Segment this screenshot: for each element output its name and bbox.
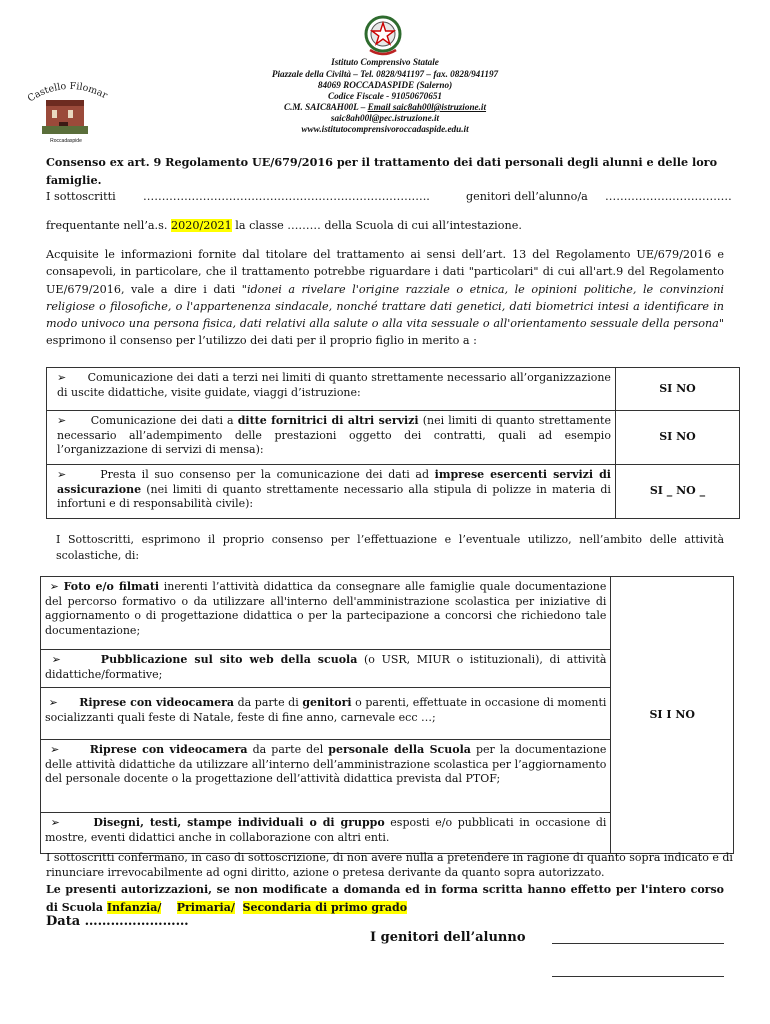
signature-line-1[interactable] [552,943,724,944]
si-no-choice[interactable]: SI I NO [611,577,734,854]
student-name-field[interactable]: ……………………………. [605,190,732,203]
student-label: genitori dell’alunno/a [466,190,588,203]
table-row [47,411,740,465]
website: www.istitutocomprensivoroccadaspide.edu.it [301,124,469,134]
confirmation-paragraph: I sottoscritti confermano, in caso di sottoscrizione, di non avere nulla a pretendere in ragione di quanto sopra indicato e di rinunciare irrevocabilmente ad ogni diritto, azione o pretesa derivante da quanto sopra autorizzato. [46,851,733,879]
parents-name-field[interactable]: ………………………………………………………………….. [143,190,430,203]
school-year-line: frequentante nell’a.s. 2020/2021 la classe ……… della Scuola di cui all’intestazione. [46,219,522,232]
institute-name: Istituto Comprensivo Statale [331,57,439,67]
date-field[interactable]: Data …………………… [46,914,189,929]
castle-logo [24,76,108,146]
consent-intro-2: I Sottoscritti, esprimono il proprio consenso per l’effettuazione e l’eventuale utilizzo, nell’ambito delle attività scolastiche, di: [56,533,724,562]
cm-line: C.M. SAIC8AH00L – Email saic8ah00l@istruzione.it [283,102,487,112]
address: Piazzale della Civiltà – Tel. 0828/941197 – fax. 0828/941197 [271,69,499,79]
row-text: ➢ Disegni, testi, stampe individuali o di gruppo esposti e/o pubblicati in occasione di mostre, eventi didattici anche in collaborazione con altri enti. [41,813,611,854]
row-text: ➢ Comunicazione dei dati a terzi nei limiti di quanto strettamente necessario all’organizzazione di uscite didattiche, visite guidate, viaggi d’istruzione: [47,368,616,411]
row-text: ➢ Riprese con videocamera da parte del personale della Scuola per la documentazione delle attività didattiche da utilizzare all’interno dell’amministrazione scolastica per l’aggiornamento del personale docente o la progettazione dell’attività didattica prevista dal PTOF; [41,740,611,813]
school-primaria[interactable]: Primaria/ [176,900,235,914]
signature-line-2[interactable] [552,976,724,977]
signature-label: I genitori dell’alunno [370,930,526,945]
table-row [47,465,740,519]
row-text: ➢ Pubblicazione sul sito web della scuola (o USR, MIUR o istituzionali), di attività didattiche/formative; [41,650,611,688]
email-link[interactable]: Email saic8ah00l@istruzione.it [367,102,487,112]
si-no-choice[interactable]: SI _ NO _ [615,465,739,519]
row-text: ➢ Foto e/o filmati inerenti l’attività didattica da consegnare alle famiglie quale documentazione del percorso formativo o da utilizzare all'interno dell'amministrazione scolastica per iniziative di aggiornamento o di progettazione didattica o per la partecipazione a concorsi che richiedono tale documentazione; [41,577,611,650]
logo-caption: Roccadaspide [50,138,82,144]
consent-table-1 [46,367,740,519]
row-text: ➢ Riprese con videocamera da parte di genitori o parenti, effettuate in occasione di momenti socializzanti quali feste di Natale, feste di fine anno, carnevale ecc …; [41,688,611,740]
city: 84069 ROCCADASPIDE (Salerno) [317,80,453,90]
consent-table-2 [40,576,734,854]
parents-label: I sottoscritti [46,190,116,203]
consent-paragraph: Acquisite le informazioni fornite dal titolare del trattamento ai sensi dell’art. 13 del Regolamento UE/679/2016 e consapevoli, in particolare, che il trattamento potrebbe riguardare i dati "particolari" di cui all'art.9 del Regolamento UE/679/2016, vale a dire i dati "idonei a rivelare l'origine razziale o etnica, le opinioni politiche, le convinzioni religiose o filosofiche, o l'appartenenza sindacale, nonché trattare dati genetici, dati biometrici intesi a identificare in modo univoco una persona fisica, dati relativi alla salute o alla vita sessuale o all'orientamento sessuale della persona" esprimono il consenso per l’utilizzo dei dati per il proprio figlio in merito a : [46,248,724,348]
table-row [47,368,740,411]
validity-paragraph: Le presenti autorizzazioni, se non modificate a domanda ed in forma scritta hanno effetto per l'intero corso di Scuola Infanzia/ Primaria/ Secondaria di primo grado [46,883,724,914]
republic-emblem-icon [362,14,404,58]
school-secondaria[interactable]: Secondaria di primo grado [242,900,408,914]
row-text: ➢ Comunicazione dei dati a ditte fornitrici di altri servizi (nei limiti di quanto strettamente necessario all’adempimento delle prestazioni oggetto dei contratti, quali ad esempio l’organizzazione di servizi di mensa): [47,411,616,465]
school-year: 2020/2021 [170,219,232,232]
svg-text:Castello Filomarino: Castello Filoma [25,80,105,105]
fiscal-code: Codice Fiscale - 91050670651 [327,91,443,101]
si-no-choice[interactable]: SI NO [615,368,739,411]
pec-email: saic8ah00l@pec.istruzione.it [330,113,440,123]
school-infanzia[interactable]: Infanzia/ [106,900,162,914]
document-title: Consenso ex art. 9 Regolamento UE/679/2016 per il trattamento dei dati personali degli alunni e delle loro famiglie. [46,155,718,187]
si-no-choice[interactable]: SI NO [615,411,739,465]
table-row [41,577,734,650]
row-text: ➢ Presta il suo consenso per la comunicazione dei dati ad imprese esercenti servizi di assicurazione (nei limiti di quanto strettamente necessario alla stipula di polizze in materia di infortuni e di responsabilità civile): [47,465,616,519]
